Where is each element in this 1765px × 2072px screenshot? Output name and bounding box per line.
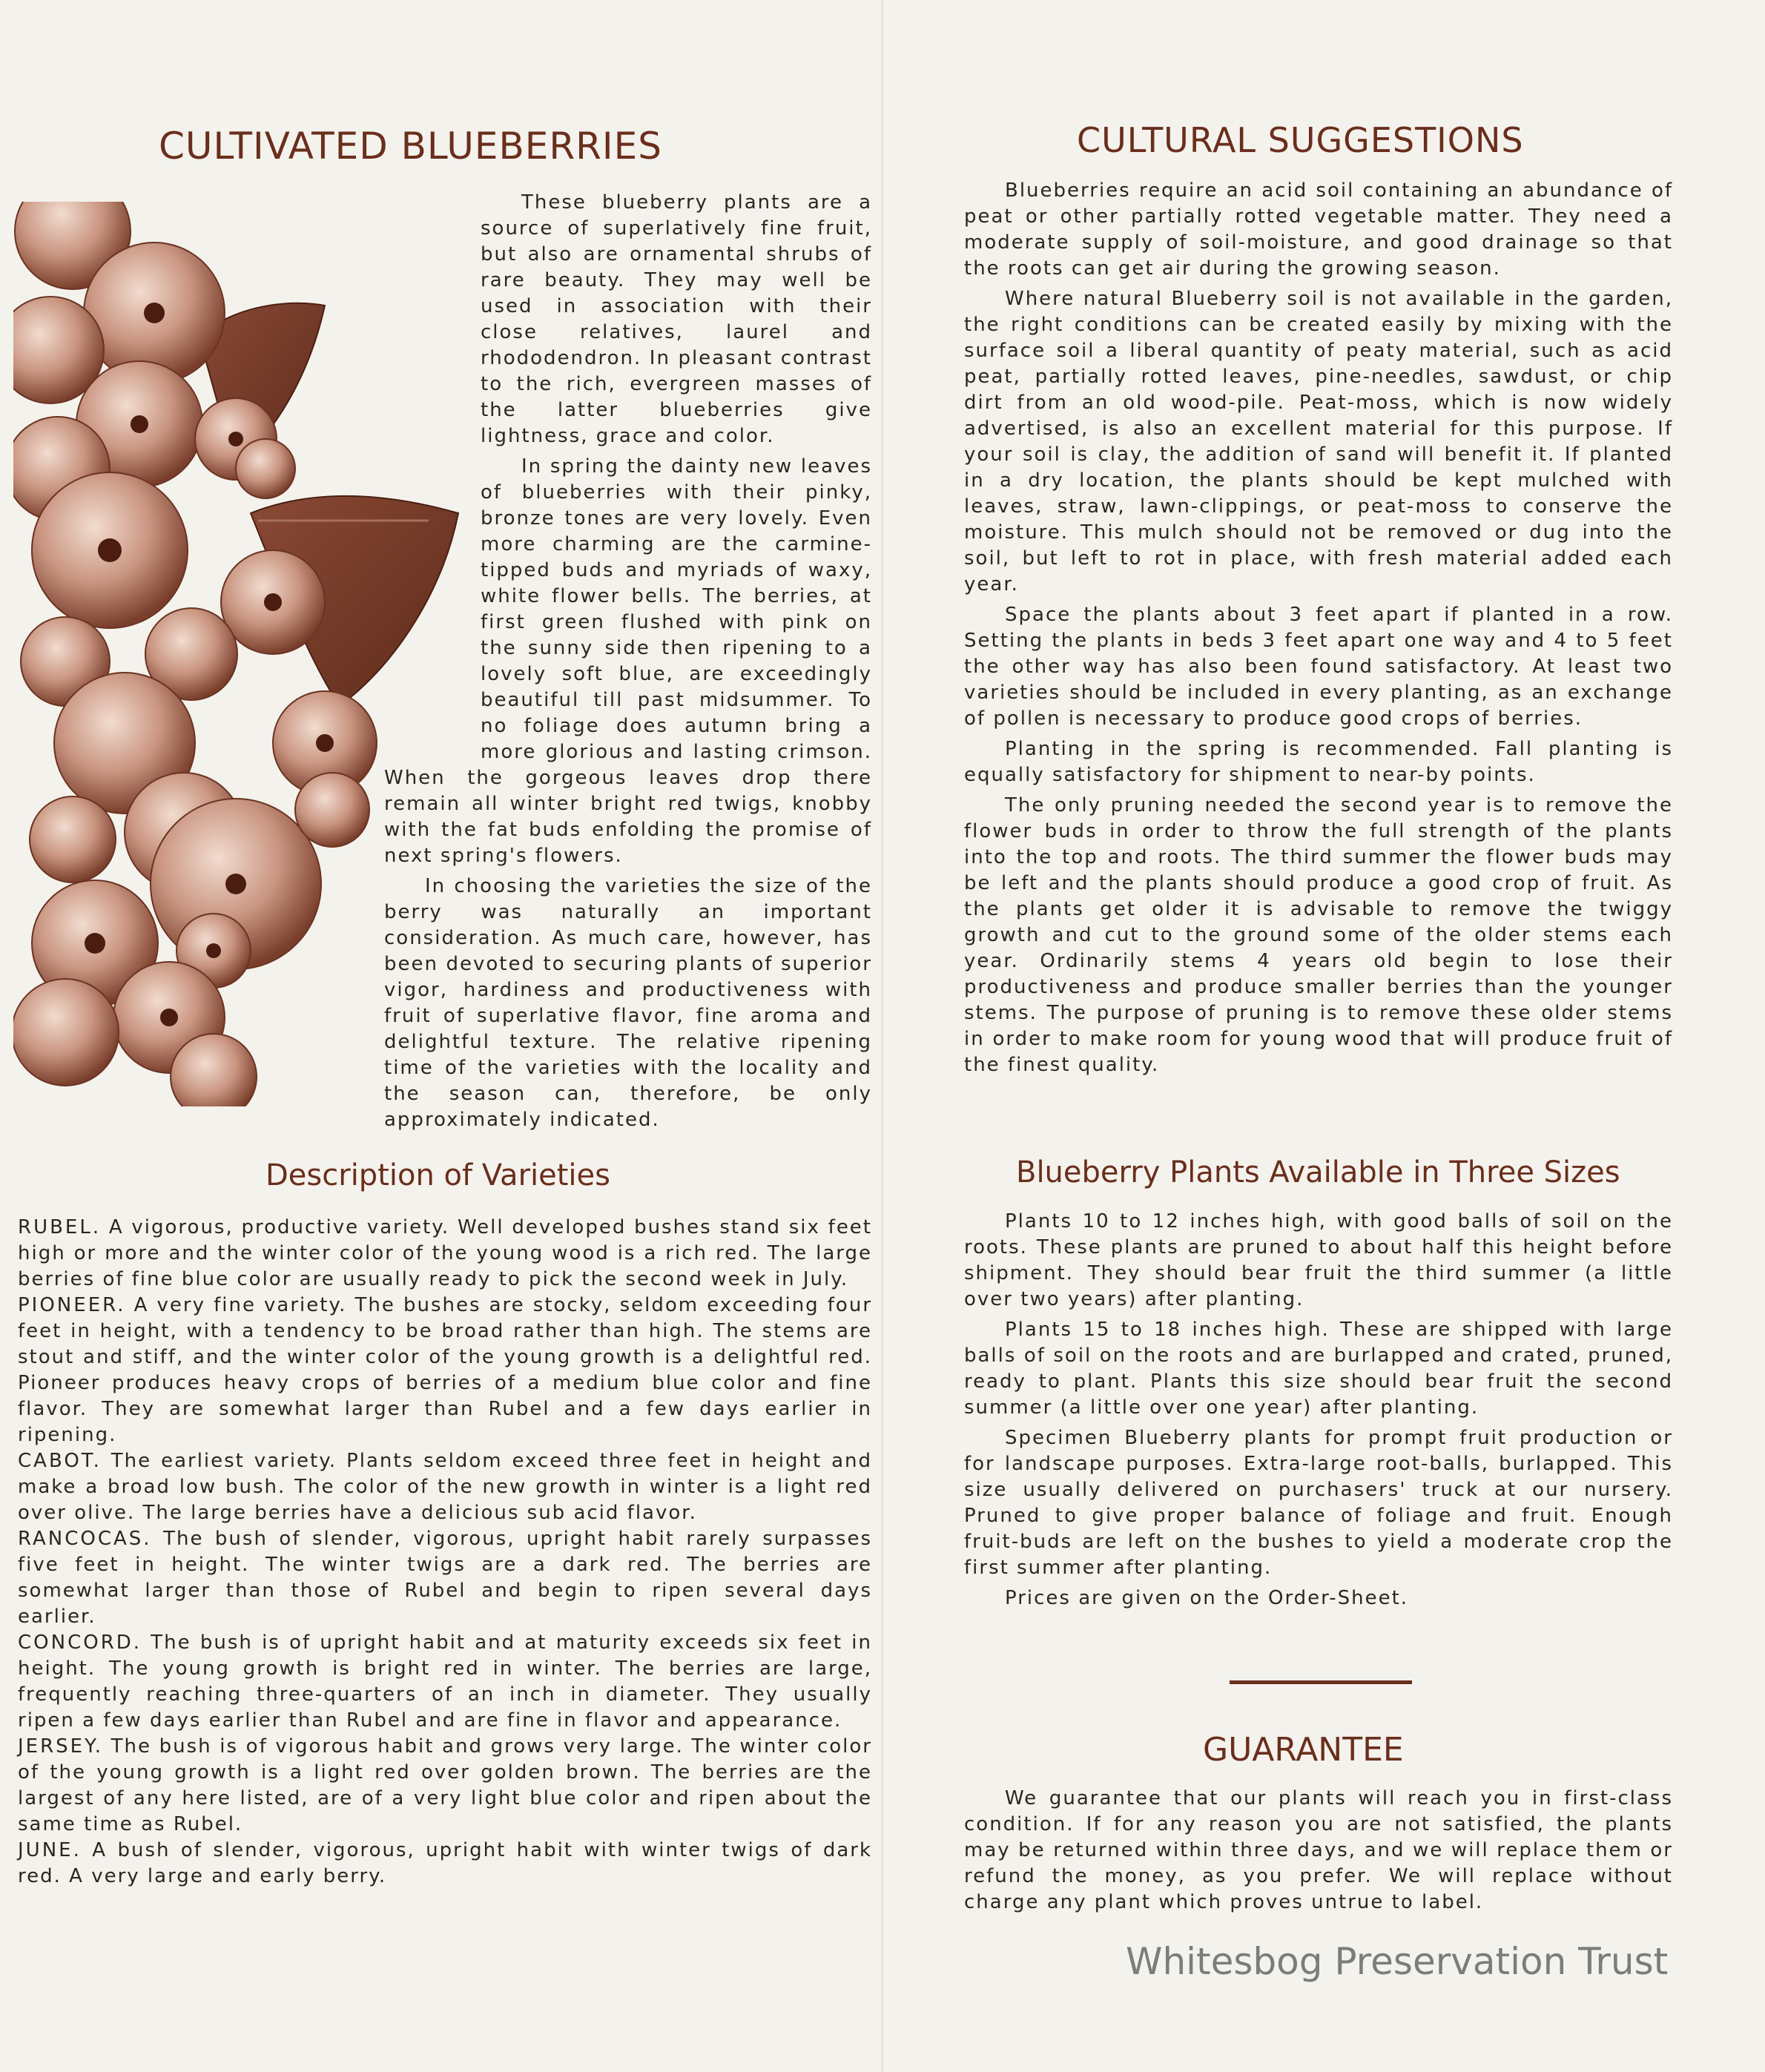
title-description-of-varieties: Description of Varieties [265,1158,610,1192]
cultural-paragraph: Blueberries require an acid soil containing an abundance of peat or other partially rotted vegetable matter. They need a moderate supply of soil-moisture, and good drainage so that the roots can get air during the growing season. [964,179,1673,280]
center-fold [881,0,884,2072]
guarantee-paragraph: We guarantee that our plants will reach you in first-class condition. If for any reason you are not satisfied, the plants may be returned within three days, and we will replace them or refund the money, as you prefer. We will replace without charge any plant which proves untrue to label. [964,1787,1673,1913]
variety-entry [18,1630,872,1734]
variety-name: RUBEL. [18,1216,102,1238]
guarantee-text [964,1786,1673,1920]
variety-name: RANCOCAS. [18,1528,152,1550]
cultural-paragraph: The only pruning needed the second year is to remove the flower buds in order to throw the full strength of the plants into the top and roots. The third summer the flower buds may be left and the plants should produce a good crop of fruit. As the plants get older it is advisable to remove the twiggy growth and cut to the ground some of the older stems each year. Ordinarily stems 4 years old begin to lose their productiveness and produce smaller berries than the younger stems. The purpose of pruning is to remove these older stems in order to make room for young wood that will produce fruit of the finest quality. [964,794,1673,1076]
variety-description: A very fine variety. The bushes are stocky, seldom exceeding four feet in height, with a tendency to be broad rather than high. The stems are stout and stiff, and the winter color of the young growth is a delightful red. Pioneer produces heavy crops of berries of a medium blue color and fine flavor. They are somewhat larger than Rubel and a few days earlier in ripening. [18,1294,873,1446]
variety-entry [18,1838,872,1890]
cultural-paragraph: Where natural Blueberry soil is not available in the garden, the right conditions can be created easily by mixing with the surface soil a liberal quantity of peaty material, such as acid peat, partially rotted leaves, pine-needles, sawdust, or chip dirt from an old wood-pile. Peat-moss, which is now widely advertised, is also an excellent material for this purpose. If your soil is clay, the addition of sand will benefit it. If planted in a dry location, the plants should be kept mulched with leaves, straw, lawn-clippings, or peat-moss to conserve the moisture. This mulch should not be removed or dug into the soil, but left to rot in place, with fresh material added each year. [964,288,1673,595]
variety-entry [18,1734,872,1838]
intro-paragraph: In choosing the varieties the size of the berry was naturally an important consideration. As much care, however, has been devoted to securing plants of superior vigor, hardiness and productiveness with fruit of superlative flavor, fine aroma and delightful texture. The relative ripening time of the varieties with the locality and the season can, therefore, be only approximately indicated. [384,875,872,1131]
section-divider [1230,1680,1412,1684]
sizes-paragraph: Plants 15 to 18 inches high. These are shipped with large balls of soil on the roots and are burlapped and crated, pruned, ready to plant. Plants this size should bear fruit the second summer (a little over one year) after planting. [964,1319,1673,1419]
intro-paragraph: These blueberry plants are a source of superlatively fine fruit, but also are ornamental shrubs of rare beauty. They may well be used in association with their close relatives, laurel and rhododendron. In pleasant contrast to the rich, evergreen masses of the latter blueberries give lightness, grace and color. [481,191,872,447]
variety-description: The earliest variety. Plants seldom exceed three feet in height and make a broad low bush. The color of the new growth in winter is a light red over olive. The large berries have a delicious sub acid flavor. [18,1450,873,1524]
watermark: Whitesbog Preservation Trust [1126,1940,1669,1983]
title-three-sizes: Blueberry Plants Available in Three Sizes [1016,1155,1620,1190]
sizes-paragraph: Plants 10 to 12 inches high, with good balls of soil on the roots. These plants are pruned to about half this height before shipment. They should bear fruit the third summer (a little over two years) after planting. [964,1210,1673,1310]
title-guarantee: GUARANTEE [1203,1731,1404,1769]
cultural-suggestions-text [964,178,1673,1083]
variety-description: A bush of slender, vigorous, upright habit with winter twigs of dark red. A very large and early berry. [18,1839,873,1887]
cultural-paragraph: Space the plants about 3 feet apart if planted in a row. Setting the plants in beds 3 feet apart one way and 4 to 5 feet the other way has also been found satisfactory. At least two varieties should be included in every planting, as an exchange of pollen is necessary to produce good crops of berries. [964,604,1673,730]
three-sizes-text [964,1209,1673,1616]
title-cultural-suggestions: CULTURAL SUGGESTIONS [1077,120,1524,160]
variety-name: JUNE. [18,1839,82,1861]
variety-description: The bush of slender, vigorous, upright habit rarely surpasses five feet in height. The winter twigs are a dark red. The berries are somewhat larger than those of Rubel and begin to ripen several days earlier. [18,1528,872,1628]
variety-entry [18,1448,872,1526]
variety-name: PIONEER. [18,1294,126,1316]
variety-name: JERSEY. [18,1735,103,1758]
cultivated-blueberries-text [384,190,872,1138]
variety-entry [18,1526,872,1630]
variety-description: A vigorous, productive variety. Well developed bushes stand six feet high or more and the winter color of the young wood is a rich red. The large berries of fine blue color are usually ready to pick the second week in July. [18,1216,873,1290]
variety-entry [18,1293,872,1448]
variety-entry [18,1215,872,1293]
sizes-paragraph: Specimen Blueberry plants for prompt fruit production or for landscape purposes. Extra-large root-balls, burlapped. This size usually delivered on purchasers' truck at our nursery. Pruned to give proper balance of foliage and fruit. Enough fruit-buds are left on the bushes to yield a moderate crop the first summer after planting. [964,1427,1673,1579]
varieties-list [18,1215,872,1890]
title-cultivated-blueberries: CULTIVATED BLUEBERRIES [159,125,662,168]
variety-description: The bush is of upright habit and at maturity exceeds six feet in height. The young growth is bright red in winter. The berries are large, frequently reaching three-quarters of an inch in diameter. They usually ripen a few days earlier than Rubel and are fine in flavor and appearance. [18,1631,873,1732]
variety-name: CONCORD. [18,1631,142,1654]
sizes-paragraph: Prices are given on the Order-Sheet. [1005,1587,1409,1609]
intro-paragraph: In spring the dainty new leaves of blueberries with their pinky, bronze tones are very lovely. Even more charming are the carmine-tipped buds and myriads of waxy, white flower bells. The berries, at first green flushed with pink on the sunny side then ripening to a lovely soft blue, are exceedingly beautiful till past midsummer. To no foliage does autumn bring a more glorious and lasting crimson. When the gorgeous leaves drop there remain all winter bright red twigs, knobby with the fat buds enfolding the promise of next spring's flowers. [384,455,872,867]
variety-description: The bush is of vigorous habit and grows very large. The winter color of the young growth is a light red over golden brown. The berries are the largest of any here listed, are of a very light blue color and ripen about the same time as Rubel. [18,1735,872,1835]
cultural-paragraph: Planting in the spring is recommended. Fall planting is equally satisfactory for shipment to near-by points. [964,738,1673,786]
variety-name: CABOT. [18,1450,102,1472]
